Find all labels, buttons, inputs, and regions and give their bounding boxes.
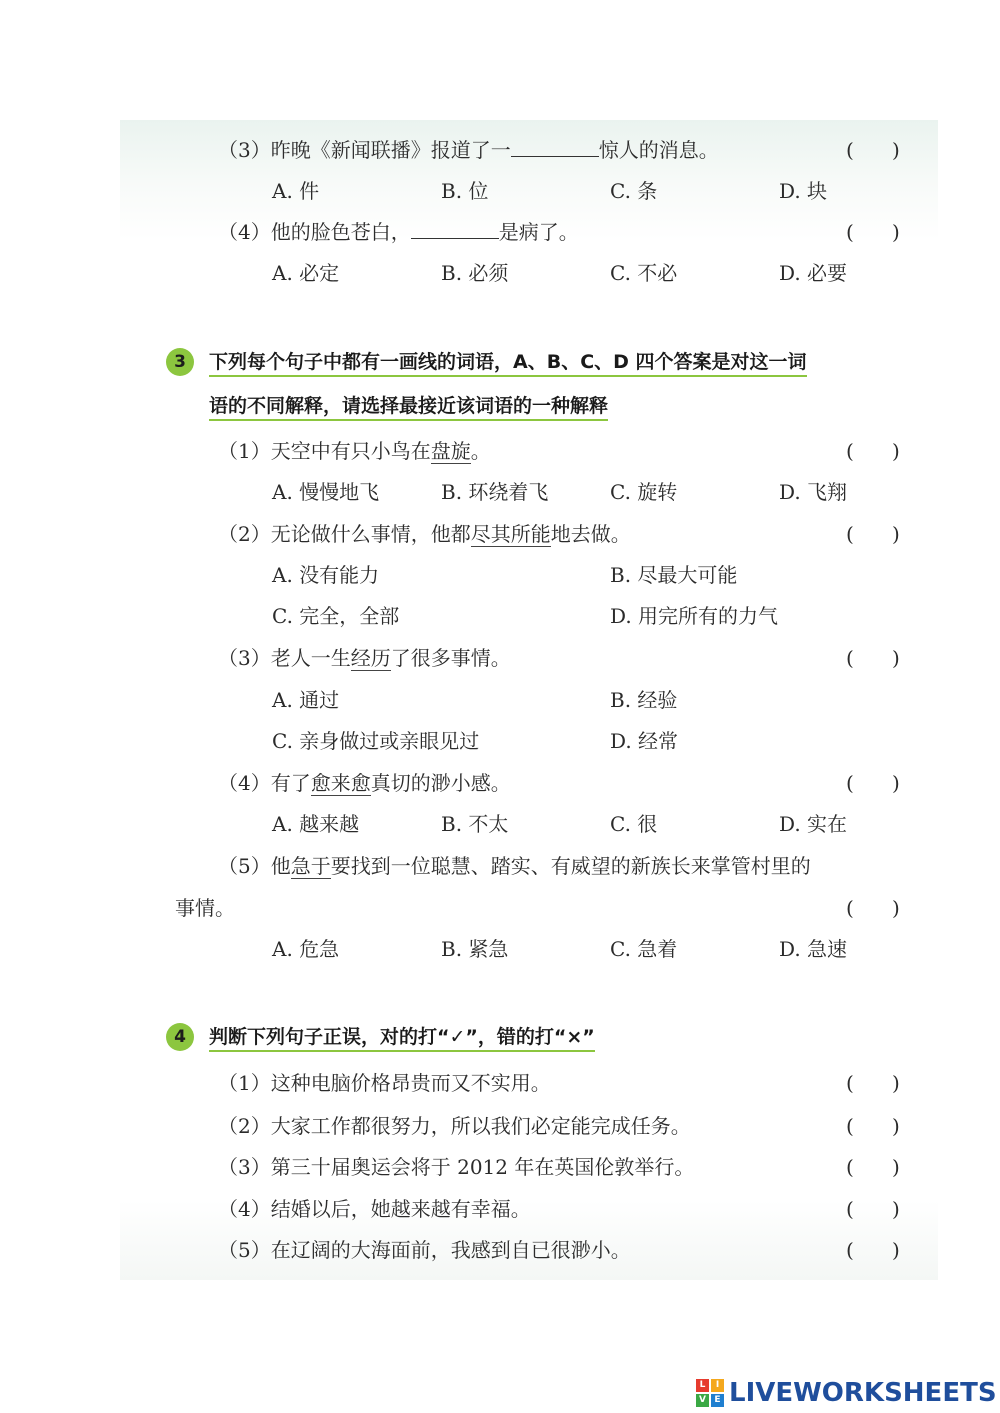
logo-text: LIVEWORKSHEETS (729, 1378, 997, 1408)
question-text: 他的脸色苍白， (270, 220, 411, 244)
underlined-word: 盘旋 (430, 439, 471, 463)
answer-box[interactable]: ( ) (846, 220, 900, 244)
answer-box[interactable]: ( ) (846, 138, 900, 162)
option-a: A. 通过 (272, 688, 340, 712)
option-c: C. 亲身做过或亲眼见过 (272, 729, 480, 753)
option-b: B. 位 (441, 179, 489, 203)
question-3-2: （2）无论做什么事情，他都尽其所能地去做。 (218, 522, 631, 546)
answer-box[interactable]: ( ) (846, 1071, 900, 1095)
question-3-1: （1）天空中有只小鸟在盘旋。 (218, 439, 491, 463)
option-c: C. 很 (610, 812, 658, 836)
option-b: B. 环绕着飞 (441, 480, 549, 504)
option-b: B. 尽最大可能 (610, 563, 738, 587)
option-c: C. 急着 (610, 937, 678, 961)
answer-box[interactable]: ( ) (846, 522, 900, 546)
option-b: B. 必须 (441, 261, 509, 285)
section-3-title-line1: 下列每个句子中都有一画线的词语，A、B、C、D 四个答案是对这一词 (209, 349, 807, 375)
option-a: A. 危急 (272, 937, 340, 961)
option-d: D. 急速 (779, 937, 848, 961)
option-b: B. 经验 (610, 688, 678, 712)
judgement-item-4: （4）结婚以后，她越来越有幸福。 (218, 1197, 531, 1221)
question-2-3 (218, 138, 719, 162)
option-c: C. 条 (610, 179, 658, 203)
logo-block: V (696, 1394, 709, 1407)
underlined-word: 愈来愈 (310, 771, 371, 795)
question-3-3: （3）老人一生经历了很多事情。 (218, 646, 511, 670)
section-3-title-line2: 语的不同解释，请选择最接近该词语的一种解释 (209, 393, 608, 419)
option-d: D. 块 (779, 179, 828, 203)
option-c: C. 不必 (610, 261, 678, 285)
question-text: 惊人的消息。 (598, 138, 719, 162)
option-d: D. 经常 (610, 729, 679, 753)
logo-block: E (711, 1394, 724, 1407)
judgement-item-5: （5）在辽阔的大海面前，我感到自已很渺小。 (218, 1238, 631, 1262)
judgement-item-2: （2）大家工作都很努力，所以我们必定能完成任务。 (218, 1114, 691, 1138)
worksheet-panel (120, 120, 938, 1280)
option-a: A. 必定 (272, 261, 340, 285)
question-text: 昨晚《新闻联播》报道了一 (270, 138, 511, 162)
option-a: A. 没有能力 (272, 563, 380, 587)
option-a: A. 越来越 (272, 812, 360, 836)
option-d: D. 必要 (779, 261, 848, 285)
underlined-word: 经历 (350, 646, 391, 670)
question-3-4: （4）有了愈来愈真切的渺小感。 (218, 771, 511, 795)
question-3-5: （5）他急于要找到一位聪慧、踏实、有威望的新族长来掌管村里的 (218, 854, 811, 878)
question-text: 是病了。 (498, 220, 579, 244)
question-2-4 (218, 220, 579, 244)
option-c: C. 旋转 (610, 480, 678, 504)
logo-blocks-icon (696, 1379, 724, 1407)
option-c: C. 完全，全部 (272, 604, 400, 628)
answer-box[interactable]: ( ) (846, 439, 900, 463)
option-d: D. 用完所有的力气 (610, 604, 779, 628)
underlined-word: 急于 (290, 854, 331, 878)
answer-box[interactable]: ( ) (846, 646, 900, 670)
liveworksheets-logo (696, 1376, 997, 1410)
answer-box[interactable]: ( ) (846, 1114, 900, 1138)
logo-block: I (711, 1379, 724, 1392)
option-d: D. 实在 (779, 812, 848, 836)
section-4-title: 判断下列句子正误，对的打“✓”，错的打“×” (209, 1024, 595, 1050)
option-b: B. 不太 (441, 812, 509, 836)
answer-box[interactable]: ( ) (846, 771, 900, 795)
section-4-badge: 4 (166, 1023, 194, 1051)
answer-box[interactable]: ( ) (846, 896, 900, 920)
judgement-item-3: （3）第三十届奥运会将于 2012 年在英国伦敦举行。 (218, 1155, 695, 1179)
answer-box[interactable]: ( ) (846, 1238, 900, 1262)
option-a: A. 慢慢地飞 (272, 480, 380, 504)
question-number: （3） (218, 138, 271, 162)
fill-blank[interactable] (411, 220, 499, 239)
section-3-badge: 3 (166, 348, 194, 376)
fill-blank[interactable] (511, 138, 599, 157)
logo-block: L (696, 1379, 709, 1392)
question-3-5-line2: 事情。 (175, 896, 235, 920)
judgement-item-1: （1）这种电脑价格昂贵而又不实用。 (218, 1071, 551, 1095)
answer-box[interactable]: ( ) (846, 1155, 900, 1179)
option-d: D. 飞翔 (779, 480, 848, 504)
answer-box[interactable]: ( ) (846, 1197, 900, 1221)
question-number: （4） (218, 220, 271, 244)
option-a: A. 件 (272, 179, 320, 203)
underlined-word: 尽其所能 (470, 522, 551, 546)
option-b: B. 紧急 (441, 937, 509, 961)
